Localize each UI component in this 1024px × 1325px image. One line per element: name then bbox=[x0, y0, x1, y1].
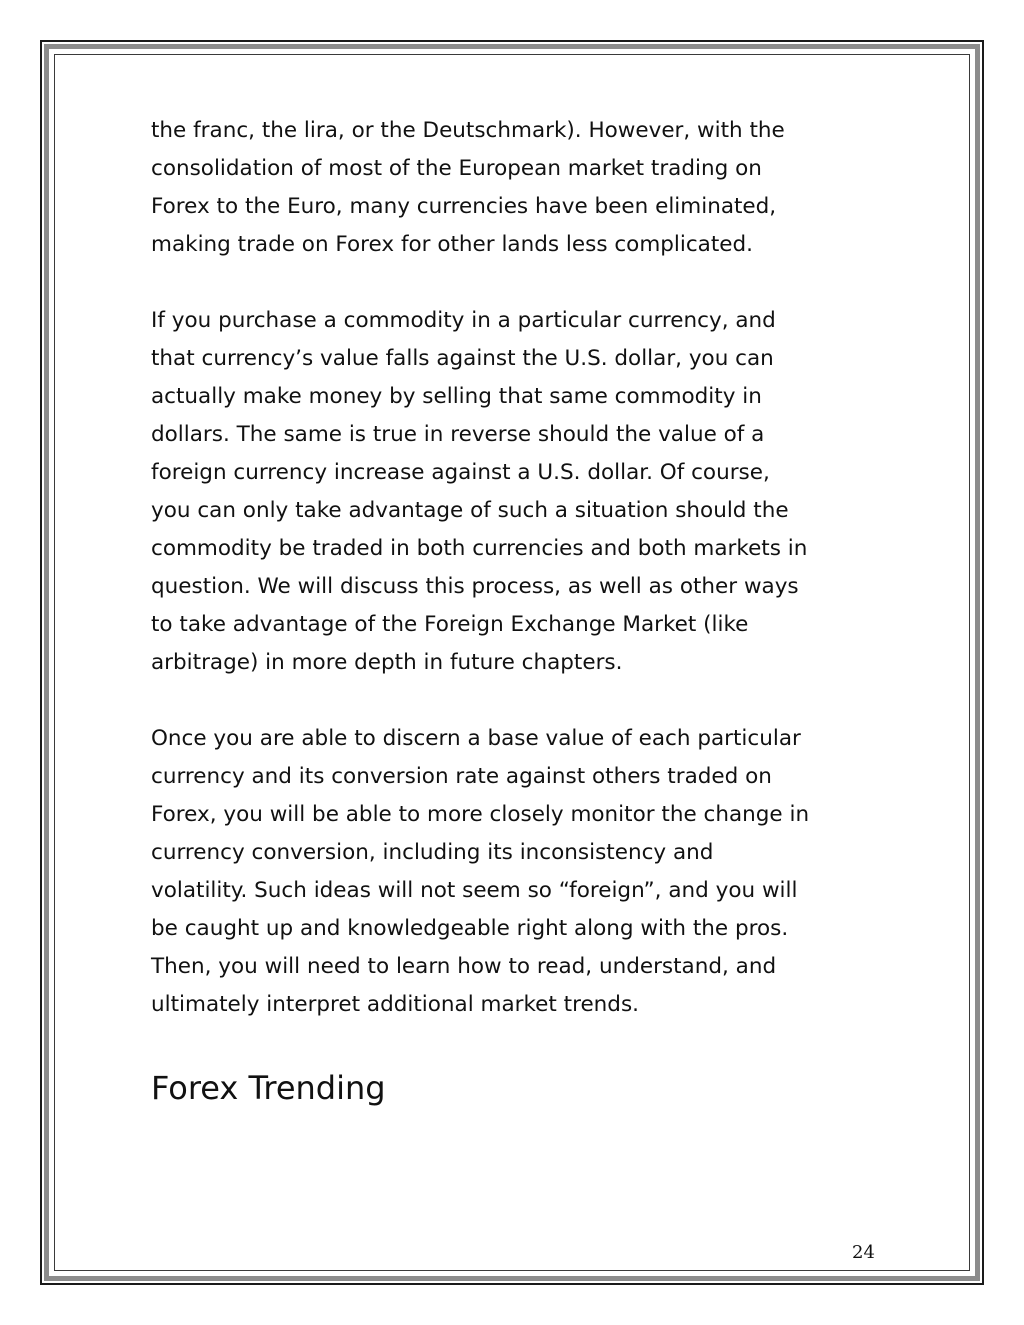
text-line: Then, you will need to learn how to read, understand, and bbox=[151, 954, 777, 979]
text-line: Forex to the Euro, many currencies have been eliminated, bbox=[151, 194, 777, 219]
text-line: question. We will discuss this process, as well as other ways bbox=[151, 574, 799, 599]
text-line: to take advantage of the Foreign Exchange Market (like bbox=[151, 612, 749, 637]
text-line: currency conversion, including its inconsistency and bbox=[151, 840, 714, 865]
text-line: that currency’s value falls against the U.S. dollar, you can bbox=[151, 346, 774, 371]
text-line: Forex, you will be able to more closely monitor the change in bbox=[151, 802, 810, 827]
paragraph-3 bbox=[151, 720, 891, 1024]
text-line: volatility. Such ideas will not seem so “foreign”, and you will bbox=[151, 878, 798, 903]
paragraph-2 bbox=[151, 302, 891, 682]
section-heading: Forex Trending bbox=[151, 1069, 386, 1107]
text-line: foreign currency increase against a U.S. dollar. Of course, bbox=[151, 460, 770, 485]
text-line: making trade on Forex for other lands less complicated. bbox=[151, 232, 753, 257]
text-line: If you purchase a commodity in a particular currency, and bbox=[151, 308, 776, 333]
body-text bbox=[151, 112, 891, 1062]
text-line: actually make money by selling that same commodity in bbox=[151, 384, 762, 409]
text-line: currency and its conversion rate against others traded on bbox=[151, 764, 772, 789]
text-line: commodity be traded in both currencies and both markets in bbox=[151, 536, 808, 561]
text-line: the franc, the lira, or the Deutschmark). However, with the bbox=[151, 118, 785, 143]
text-line: dollars. The same is true in reverse should the value of a bbox=[151, 422, 765, 447]
text-line: be caught up and knowledgeable right along with the pros. bbox=[151, 916, 789, 941]
text-line: arbitrage) in more depth in future chapters. bbox=[151, 650, 623, 675]
page-number: 24 bbox=[852, 1242, 875, 1263]
text-line: ultimately interpret additional market trends. bbox=[151, 992, 639, 1017]
text-line: you can only take advantage of such a situation should the bbox=[151, 498, 789, 523]
text-line: consolidation of most of the European market trading on bbox=[151, 156, 762, 181]
text-line: Once you are able to discern a base value of each particular bbox=[151, 726, 801, 751]
paragraph-1 bbox=[151, 112, 891, 264]
